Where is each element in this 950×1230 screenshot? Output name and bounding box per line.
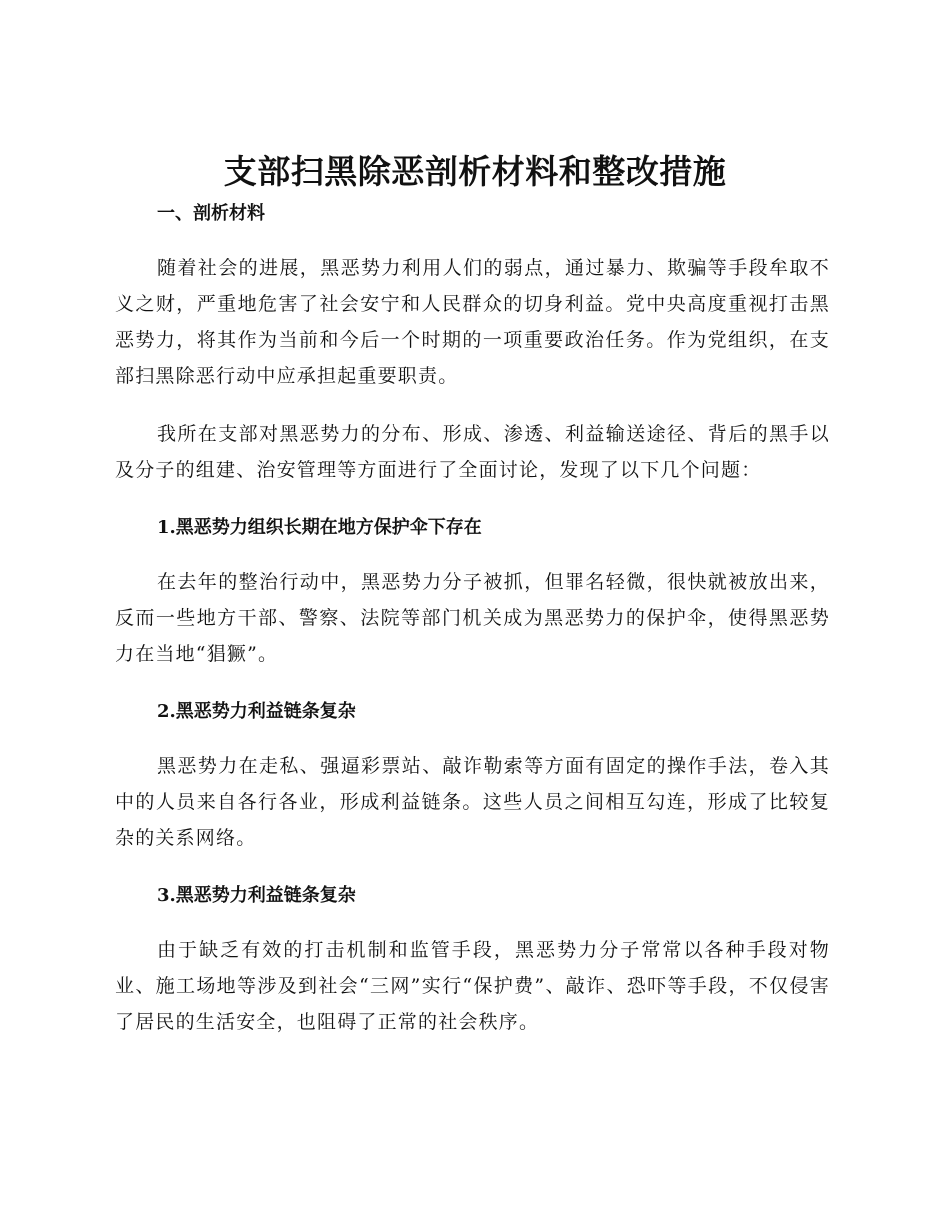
section-heading: 一、剖析材料 <box>157 203 265 224</box>
item-2-text: 黑恶势力在走私、强逼彩票站、敲诈勒索等方面有固定的操作手法，卷入其中的人员来自各行各业，形成利益链条。这些人员之间相互勾连，形成了比较复杂的关系网络。 <box>115 755 830 849</box>
item-3-text: 由于缺乏有效的打击机制和监管手段，黑恶势力分子常常以各种手段对物业、施工场地等涉及到社会“三网”实行“保护费”、敲诈、恐吓等手段，不仅侵害了居民的生活安全，也阻碍了正常的社会秩序。 <box>115 939 830 1033</box>
item-1-heading: 1.黑恶势力组织长期在地方保护伞下存在 <box>157 517 482 538</box>
item-2-heading: 2.黑恶势力利益链条复杂 <box>157 701 356 722</box>
document-title: 支部扫黑除恶剖析材料和整改措施 <box>223 152 727 191</box>
item-1-text: 在去年的整治行动中，黑恶势力分子被抓，但罪名轻微，很快就被放出来，反而一些地方干部、警察、法院等部门机关成为黑恶势力的保护伞，使得黑恶势力在当地“猖獗”。 <box>115 571 830 665</box>
document-body <box>115 196 830 1040</box>
findings-paragraph: 我所在支部对黑恶势力的分布、形成、渗透、利益输送途径、背后的黑手以及分子的组建、治安管理等方面进行了全面讨论，发现了以下几个问题： <box>115 423 830 481</box>
intro-paragraph: 随着社会的进展，黑恶势力利用人们的弱点，通过暴力、欺骗等手段牟取不义之财，严重地危害了社会安宁和人民群众的切身利益。党中央高度重视打击黑恶势力，将其作为当前和今后一个时期的一项重要政治任务。作为党组织，在支部扫黑除恶行动中应承担起重要职责。 <box>115 257 830 387</box>
item-3-heading: 3.黑恶势力利益链条复杂 <box>157 885 356 906</box>
